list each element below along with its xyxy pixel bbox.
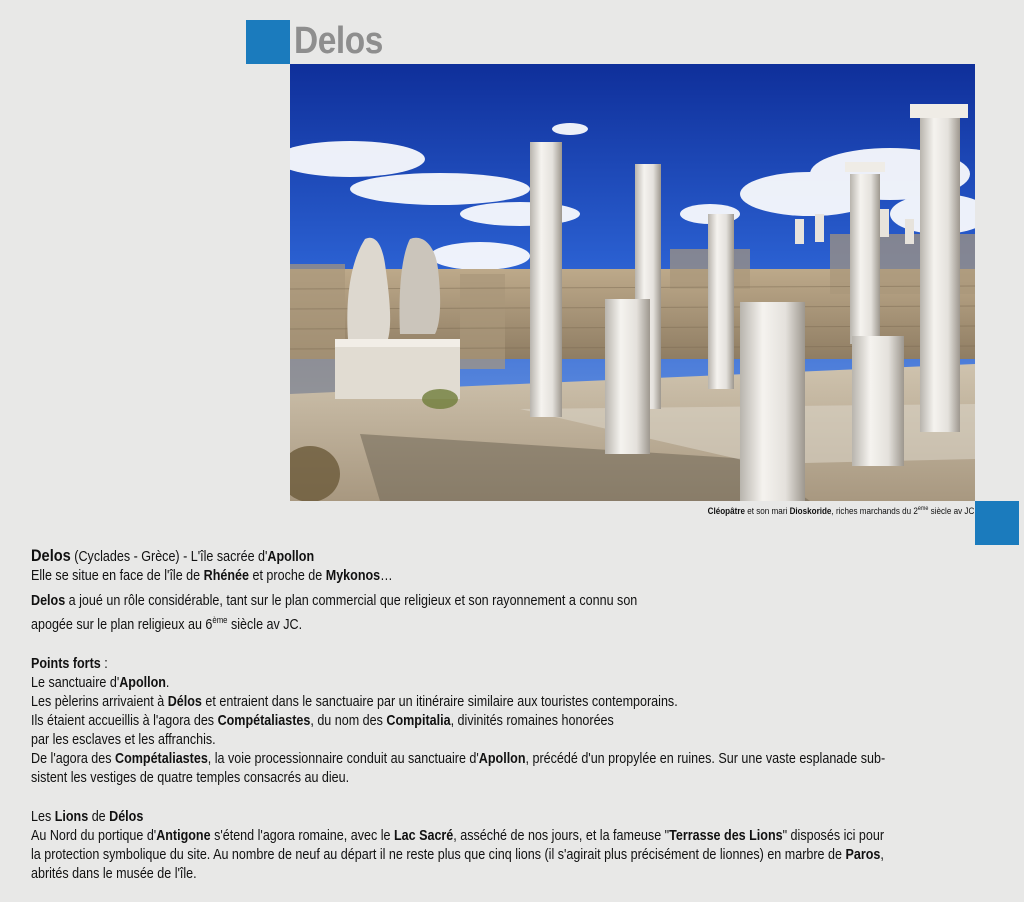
delos-photo [290,64,975,501]
intro-line-2: Elle se situe en face de l'île de Rhénée et proche de Mykonos… [31,568,393,584]
accent-square-bottom [975,501,1019,545]
points-line-5: De l'agora des Compétaliastes, la voie processionnaire conduit au sanctuaire d'Apollon, précédé d'un propylée en ruines. Sur une vaste esplanade sub- [31,750,886,767]
points-heading: Points forts : [31,655,108,672]
accent-square-top [246,20,290,64]
lions-line-3: abrités dans le musée de l'île. [31,865,197,882]
points-line-3: Ils étaient accueillis à l'agora des Compétaliastes, du nom des Compitalia, divinités romaines honorées [31,712,614,729]
photo-caption: Cléopâtre et son mari Dioskoride, riches marchands du 2ème siècle av JC [707,506,974,516]
role-line-1: Delos a joué un rôle considérable, tant sur le plan commercial que religieux et son rayonnement a connu son [31,593,638,609]
lions-heading: Les Lions de Délos [31,808,144,825]
points-line-2: Les pèlerins arrivaient à Délos et entraient dans le sanctuaire par un itinéraire similaire aux touristes contemporains. [31,693,678,710]
role-line-2: apogée sur le plan religieux au 6ème siècle av JC. [31,615,303,633]
lions-line-2: la protection symbolique du site. Au nombre de neuf au départ il ne reste plus que cinq lions (il s'agirait plus précisément de lionnes) en marbre de Paros, [31,846,884,863]
intro-line-1: Delos (Cyclades - Grèce) - L'île sacrée d'Apollon [31,546,315,565]
points-line-1: Le sanctuaire d'Apollon. [31,674,170,691]
points-line-4: par les esclaves et les affranchis. [31,731,216,748]
page-title: Delos [294,20,383,62]
points-line-6: sistent les vestiges de quatre temples consacrés au dieu. [31,769,350,786]
lions-line-1: Au Nord du portique d'Antigone s'étend l'agora romaine, avec le Lac Sacré, asséché de nos jours, et la fameuse "Terrasse des Lions" disposés ici pour [31,827,885,844]
article-body [31,546,991,884]
